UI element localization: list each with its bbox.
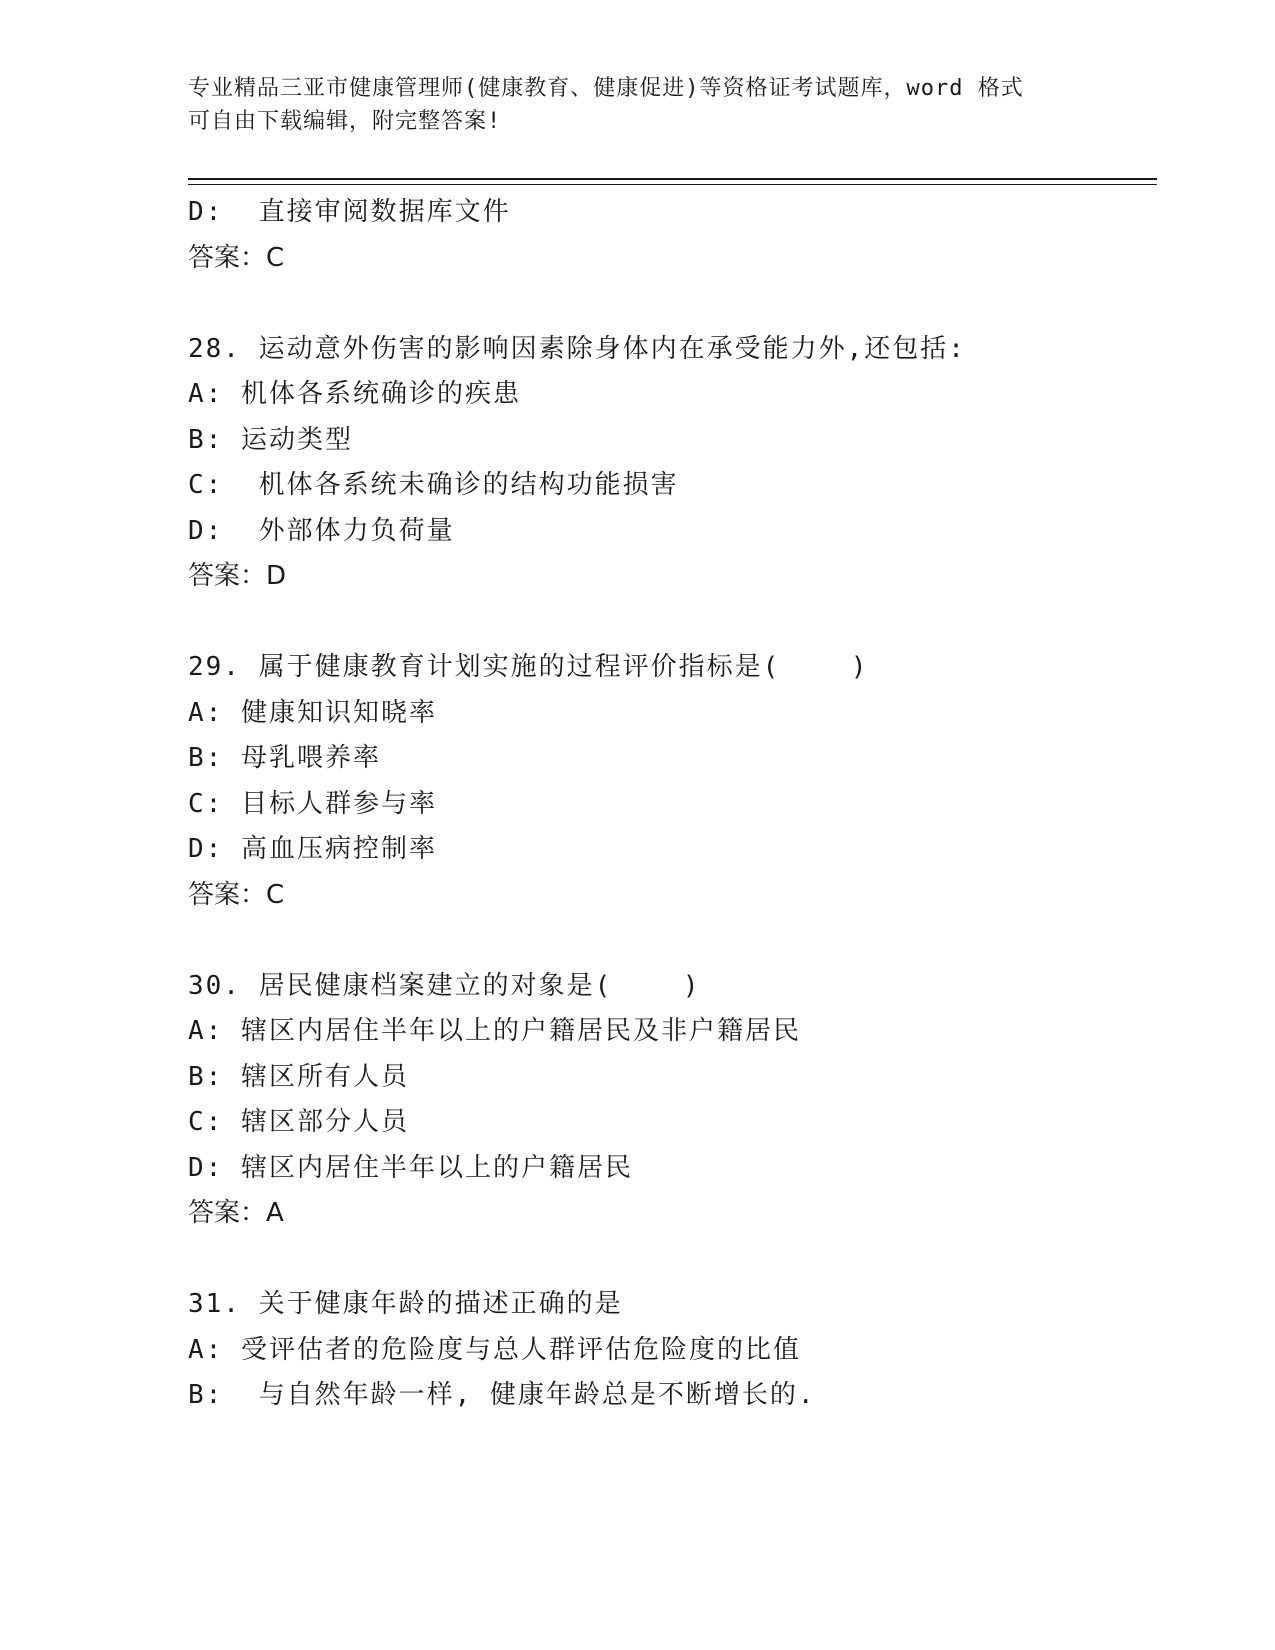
option-d: D: 直接审阅数据库文件	[188, 197, 511, 227]
answer-line: 答案：A	[188, 1198, 284, 1228]
question-block-28	[188, 327, 1157, 600]
question-block-30	[188, 964, 1157, 1237]
spacer	[188, 600, 1157, 646]
question-block-29	[188, 645, 1157, 918]
option-c: C: 目标人群参与率	[188, 788, 437, 819]
question-stem: 31. 关于健康年龄的描述正确的是	[188, 1289, 623, 1319]
header-divider-thick	[188, 178, 1157, 180]
question-list	[188, 190, 1157, 1419]
header-divider-thin	[188, 184, 1157, 185]
document-header	[188, 72, 1088, 138]
spacer	[188, 281, 1157, 327]
option-d: D: 辖区内居住半年以上的户籍居民	[188, 1152, 633, 1183]
option-a: A: 受评估者的危险度与总人群评估危险度的比值	[188, 1334, 801, 1365]
question-stem: 28. 运动意外伤害的影响因素除身体内在承受能力外,还包括:	[188, 333, 966, 364]
question-block-31	[188, 1282, 1157, 1419]
option-a: A: 机体各系统确诊的疾患	[188, 379, 521, 409]
answer-line: 答案：C	[188, 879, 285, 910]
option-a: A: 健康知识知晓率	[188, 697, 437, 728]
option-b: B: 母乳喂养率	[188, 743, 381, 773]
question-stem: 30. 居民健康档案建立的对象是( )	[188, 970, 701, 1001]
answer-line: 答案：C	[188, 242, 285, 273]
option-a: A: 辖区内居住半年以上的户籍居民及非户籍居民	[188, 1016, 801, 1046]
spacer	[188, 1237, 1157, 1283]
answer-line: 答案：D	[188, 561, 287, 591]
option-c: C: 辖区部分人员	[188, 1107, 409, 1137]
option-b: B: 运动类型	[188, 424, 353, 455]
option-d: D: 高血压病控制率	[188, 834, 437, 864]
header-line-2: 可自由下载编辑，附完整答案!	[188, 109, 502, 134]
option-d: D: 外部体力负荷量	[188, 515, 455, 546]
option-c: C: 机体各系统未确诊的结构功能损害	[188, 470, 679, 500]
option-b: B: 辖区所有人员	[188, 1061, 409, 1092]
question-block-27	[188, 190, 1157, 281]
option-b: B: 与自然年龄一样, 健康年龄总是不断增长的.	[188, 1380, 816, 1410]
spacer	[188, 918, 1157, 964]
question-stem: 29. 属于健康教育计划实施的过程评价指标是( )	[188, 652, 869, 682]
header-line-1: 专业精品三亚市健康管理师(健康教育、健康促进)等资格证考试题库，word 格式	[188, 76, 1024, 101]
